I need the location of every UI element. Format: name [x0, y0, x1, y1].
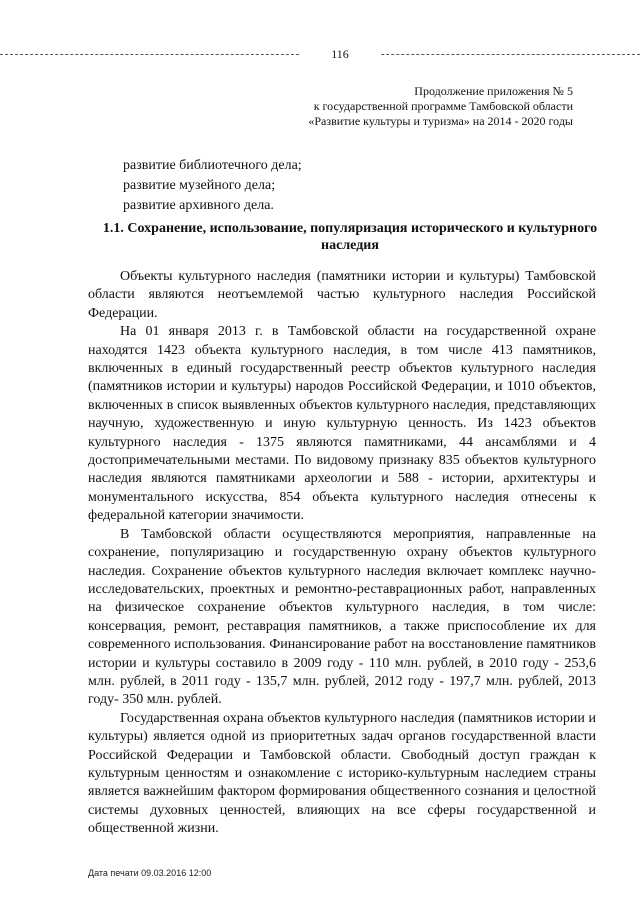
list-item: развитие музейного дела;: [123, 178, 276, 193]
bullet-list: [123, 156, 302, 216]
list-item: развитие библиотечного дела;: [123, 158, 302, 173]
paragraph: Объекты культурного наследия (памятники истории и культуры) Тамбовской области являются неотъемлемой частью культурного наследия Российской Федерации.: [88, 269, 596, 321]
paragraph: На 01 января 2013 г. в Тамбовской области на государственной охране находятся 1423 объекта культурного наследия, в том числе 413 памятников, включенных в единый государственный реестр объектов культурного наследия (памятников истории и культуры) народов Российской Федерации, и 1010 объектов, включенных в список выявленных объектов культурного наследия, представляющих научную, художественную и иную культурную ценность. Из 1423 объектов культурного наследия - 1375 являются памятниками, 44 ансамблями и 4 достопримечательными местами. По видовому признаку 835 объектов культурного наследия являются памятниками археологии и 588 - истории, архитектуры и монументального искусства, 854 объекта культурного наследия отнесены к федеральной категории значимости.: [88, 324, 596, 524]
appendix-line: Продолжение приложения № 5: [414, 84, 573, 98]
print-date: Дата печати 09.03.2016 12:00: [88, 868, 212, 878]
body-text: [88, 268, 596, 839]
appendix-header: [153, 84, 573, 129]
paragraph: В Тамбовской области осуществляются мероприятия, направленные на сохранение, популяризацию и государственную охрану объектов культурного наследия. Сохранение объектов культурного наследия включает комплекс научно-исследовательских, проектных и ремонтно-реставрационных работ, направленных на физическое сохранение объектов культурного наследия, в том числе: консервация, ремонт, реставрация памятников, а также приспособление их для современного использования. Финансирование работ на восстановление памятников истории и культуры составило в 2009 году - 110 млн. рублей, в 2010 году - 253,6 млн. рублей, в 2011 году - 135,7 млн. рублей, 2012 году - 197,7 млн. рублей, 2013 году- 350 млн. рублей.: [88, 526, 596, 708]
page-number: 116: [300, 46, 380, 62]
appendix-line: «Развитие культуры и туризма» на 2014 - 2020 годы: [308, 114, 573, 128]
paragraph: Государственная охрана объектов культурного наследия (памятников истории и культуры) является одной из приоритетных задач органов государственной власти Российской Федерации и Тамбовской области. Свободный доступ граждан к культурным ценностям и ознакомление с историко-культурным наследием страны является важнейшим фактором формирования общественного сознания и целостной системы духовных ценностей, влияющих на все сферы государственной и общественной жизни.: [88, 710, 596, 837]
list-item: развитие архивного дела.: [123, 198, 274, 213]
section-title: 1.1. Сохранение, использование, популяризация исторического и культурного наследия: [102, 221, 598, 253]
appendix-line: к государственной программе Тамбовской области: [313, 99, 573, 113]
